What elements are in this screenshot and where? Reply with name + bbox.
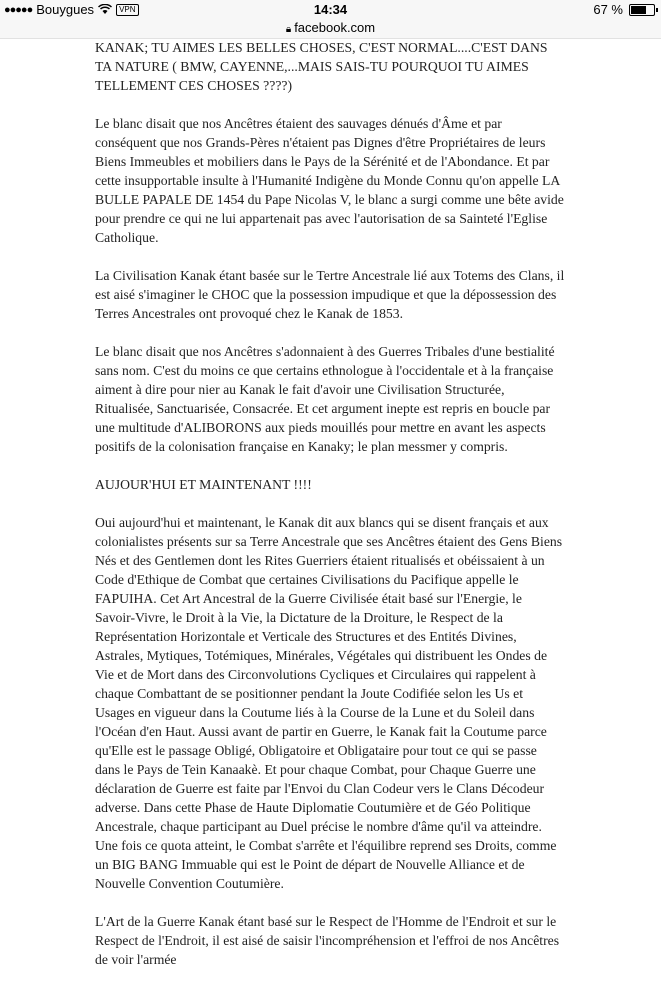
address-bar[interactable] <box>0 20 661 39</box>
article-paragraph: Oui aujourd'hui et maintenant, le Kanak dit aux blancs qui se disent français et aux colonialistes présents sur sa Terre Ancestrale que ses Ancêtres étaient des Gens Biens Nés et des Gentlemen dont les Rites Guerriers étaient ritualisés et obéissaient à un Code d'Ethique de Combat que certaines Civilisations du Pacifique appelle le FAPUIHA. Cet Art Ancestral de la Guerre Civilisée était basé sur l'Energie, le Savoir-Vivre, le Droit à la Vie, la Dictature de la Droiture, le Respect de la Représentation Horizontale et Verticale des Structures et des Entités Divines, Astrales, Mytiques, Totémiques, Minérales, Végétales qui distribuent les Ondes de Vie et de Mort dans des Circonvolutions Cycliques et Circulaires qui rappelent à chaque Combattant de se positionner pendant la Joute Codifiée selon les Us et Usages en vigueur dans la Coutume liés à la Course de la Lune et du Soleil dans l'Océan d'en Haut. Aussi avant de partir en Guerre, le Kanak fait la Coutume parce qu'Elle est le passage Obligé, Obligatoire et Obligataire pour tout ce qui se passe dans le Pays de Tein Kanaakè. Et pour chaque Combat, pour Chaque Guerre une déclaration de Guerre est faite par l'Envoi du Clan Codeur vers le Clans Décodeur adverse. Dans cette Phase de Haute Diplomatie Coutumière et de Géo Politique Ancestrale, chaque participant au Duel précise le nombre d'âme qu'il va atteindre. Une fois ce quota atteint, le Combat s'arrête et l'équilibre reprend ses Droits, comme un BIG BANG Immuable qui est le Point de départ de Nouvelle Alliance et de Nouvelle Convention Coutumière. <box>95 515 563 891</box>
battery-level-fill <box>631 6 646 14</box>
article-paragraph: KANAK; TU AIMES LES BELLES CHOSES, C'EST NORMAL....C'EST DANS TA NATURE ( BMW, CAYENNE,...MAIS SAIS-TU POURQUOI TU AIMES TELLEMENT CES CHOSES ????) <box>95 40 548 93</box>
signal-strength-icon: ●●●●● <box>4 3 33 16</box>
article-paragraph: L'Art de la Guerre Kanak étant basé sur le Respect de l'Homme de l'Endroit et sur le Respect de l'Endroit, il est aisé de saisir l'incompréhension et l'effroi de nos Ancêtres de voir l'armée <box>95 914 560 967</box>
status-bar <box>0 0 661 20</box>
lock-icon: 🔒︎ <box>285 24 292 35</box>
article-paragraph: Le blanc disait que nos Ancêtres étaient des sauvages dénués d'Âme et par conséquent que nos Grands-Pères n'étaient pas Dignes d'être Propriétaires de leurs Biens Immeubles et mobiliers dans le Pays de la Sérénité et de l'Abondance. Et par cette insupportable insulte à l'Humanité Indigène du Monde Connu qu'on appelle LA BULLE PAPALE DE 1454 du Pape Nicolas V, le blanc a surgi comme une bête avide pour prendre ce qui ne lui appartenait pas avec l'autorisation de sa Sainteté l'Eglise Catholique. <box>95 116 564 245</box>
article-paragraph: La Civilisation Kanak étant basée sur le Tertre Ancestrale lié aux Totems des Clans, il est aisé s'imaginer le CHOC que la possession impudique et que la dépossession des Terres Ancestrales ont provoqué chez le Kanak de 1853. <box>95 268 565 321</box>
carrier-name: Bouygues <box>36 2 95 17</box>
article-body <box>95 38 565 988</box>
battery-icon <box>629 4 655 16</box>
status-right <box>593 2 655 17</box>
vpn-badge: VPN <box>116 4 138 16</box>
status-time: 14:34 <box>313 2 348 17</box>
battery-percent: 67 % <box>593 2 623 17</box>
url-text: facebook.com <box>294 20 376 35</box>
wifi-icon <box>98 3 112 17</box>
article-paragraph: Le blanc disait que nos Ancêtres s'adonnaient à des Guerres Tribales d'une bestialité sans nom. C'est du moins ce que certains ethnologue à l'occidentale et à la française aiment à dire pour nier au Kanak le fait d'avoir une Civilisation Structurée, Ritualisée, Sanctuarisée, Consacrée. Et cet argument inepte est repris en boucle par une multitude d'ALIBORONS aux pieds mouillés pour mettre en avant les aspects positifs de la colonisation française en Kanaky; le plan messmer y compris. <box>95 344 555 454</box>
status-left <box>4 2 139 17</box>
article-heading: AUJOUR'HUI ET MAINTENANT !!!! <box>95 477 312 492</box>
